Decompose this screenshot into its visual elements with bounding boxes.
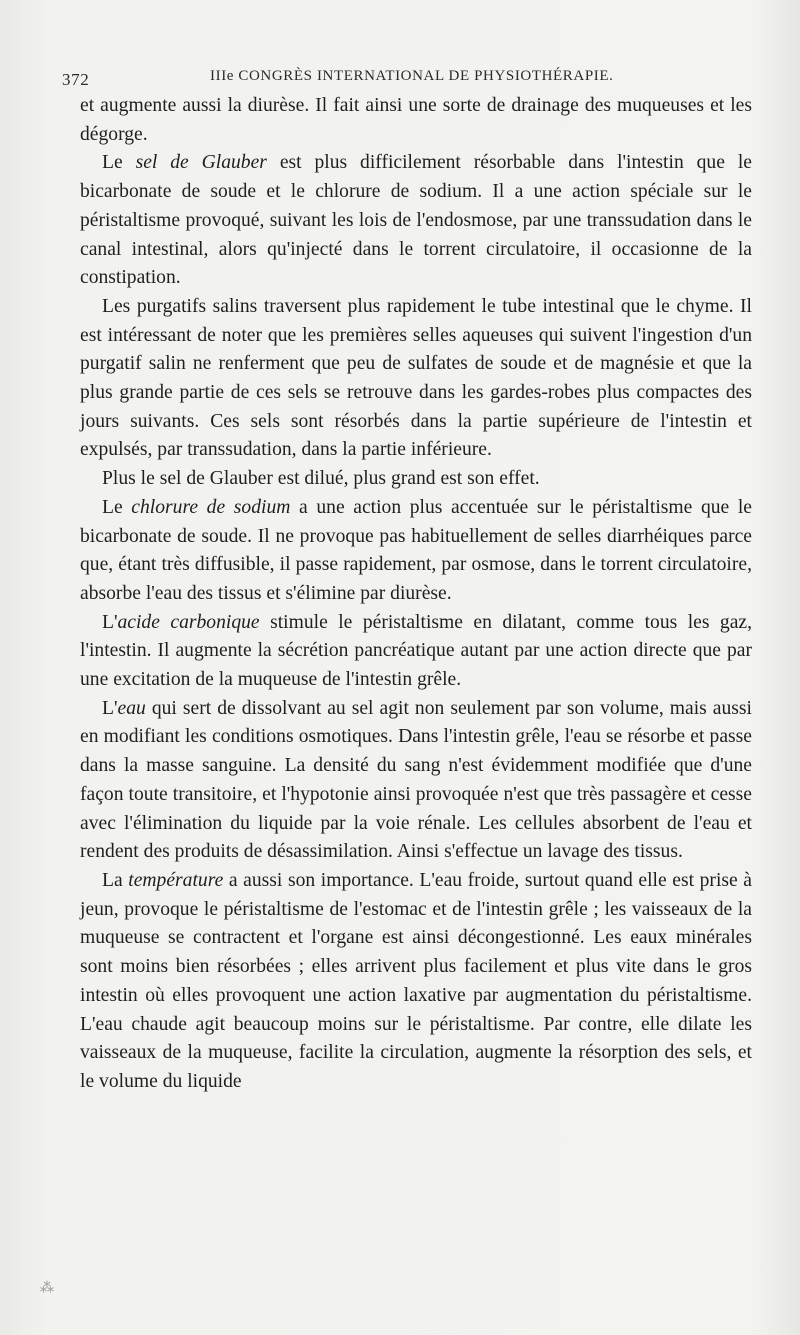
- italic-term: acide carbonique: [117, 611, 260, 633]
- text-run: est plus difficilement résorbable dans l'intestin que le bicarbonate de soude et le chlorure de sodium. Il a une action spéciale sur le péristaltisme provoqué, suivant les lois de l'endosmose, par une transsudation dans le canal intestinal, alors qu'injecté dans le torrent circulatoire, il occasionne de la constipation.: [80, 152, 752, 289]
- text-run: L': [102, 697, 118, 719]
- text-run: qui sert de dissolvant au sel agit non seulement par son volume, mais aussi en modifiant les conditions osmotiques. Dans l'intestin grêle, l'eau se résorbe et passe dans la masse sanguine. La densité du sang n'est évidemment modifiée que d'une façon toute transitoire, et l'hypotonie ainsi provoquée n'est que très passagère et cesse avec l'élimination du liquide par la voie rénale. Les cellules absorbent de l'eau et rendent des produits de désassimilation. Ainsi s'effectue un lavage des tissus.: [80, 697, 752, 863]
- text-run: L': [102, 611, 118, 633]
- italic-term: température: [128, 869, 224, 891]
- running-title: IIIe CONGRÈS INTERNATIONAL DE PHYSIOTHÉRAPIE.: [210, 68, 614, 84]
- text-run: Les purgatifs salins traversent plus rapidement le tube intestinal que le chyme. Il est intéressant de noter que les premières selles aqueuses qui suivent l'ingestion d'un purgatif salin ne renferment que peu de sulfates de soude et de magnésie et que la plus grande partie de ces sels se retrouve dans les gardes-robes plus compactes des jours suivants. Ces sels sont résorbés dans la partie supérieure de l'intestin et expulsés, par transsudation, dans la partie inférieure.: [80, 295, 752, 461]
- text-run: Plus le sel de Glauber est dilué, plus grand est son effet.: [102, 468, 540, 490]
- text-run: stimule le péristaltisme en dilatant, comme tous les gaz, l'intestin. Il augmente la sécrétion pancréatique autant par une action directe que par une excitation de la muqueuse de l'intestin grêle.: [80, 611, 752, 691]
- paragraph: [80, 149, 752, 293]
- paragraph: [80, 695, 752, 867]
- text-run: et augmente aussi la diurèse. Il fait ainsi une sorte de drainage des muqueuses et les dégorge.: [80, 95, 752, 145]
- paragraph: [80, 465, 752, 494]
- italic-term: sel de Glauber: [135, 152, 267, 174]
- paragraph: [80, 293, 752, 465]
- page-number: 372: [62, 70, 90, 89]
- italic-term: chlorure de sodium: [131, 496, 291, 518]
- italic-term: eau: [117, 697, 146, 719]
- paragraph: [80, 609, 752, 695]
- text-run: La: [102, 869, 129, 891]
- paragraph: [80, 494, 752, 609]
- text-run: a aussi son importance. L'eau froide, surtout quand elle est prise à jeun, provoque le péristaltisme de l'estomac et de l'intestin grêle ; les vaisseaux de la muqueuse se contractent et l'organe est ainsi décongestionné. Les eaux minérales sont moins bien résorbées ; elles arrivent plus facilement et plus vite dans le gros intestin où elles provoquent une action laxative par augmentation du péristaltisme. L'eau chaude agit beaucoup moins sur le péristaltisme. Par contre, elle dilate les vaisseaux de la muqueuse, facilite la circulation, augmente la résorption des sels, et le volume du liquide: [80, 869, 752, 1092]
- text-run: a une action plus accentuée sur le péristaltisme que le bicarbonate de soude. Il ne provoque pas habituellement de selles diarrhéiques parce que, étant très diffusible, il passe rapidement, par osmose, dans le torrent circulatoire, absorbe l'eau des tissus et s'élimine par diurèse.: [80, 496, 752, 604]
- body-text: [80, 92, 752, 1097]
- ink-smudge: ⁂: [40, 1281, 54, 1296]
- paragraph: [80, 92, 752, 149]
- paragraph: [80, 867, 752, 1097]
- text-run: Le: [102, 152, 136, 174]
- text-run: Le: [102, 496, 132, 518]
